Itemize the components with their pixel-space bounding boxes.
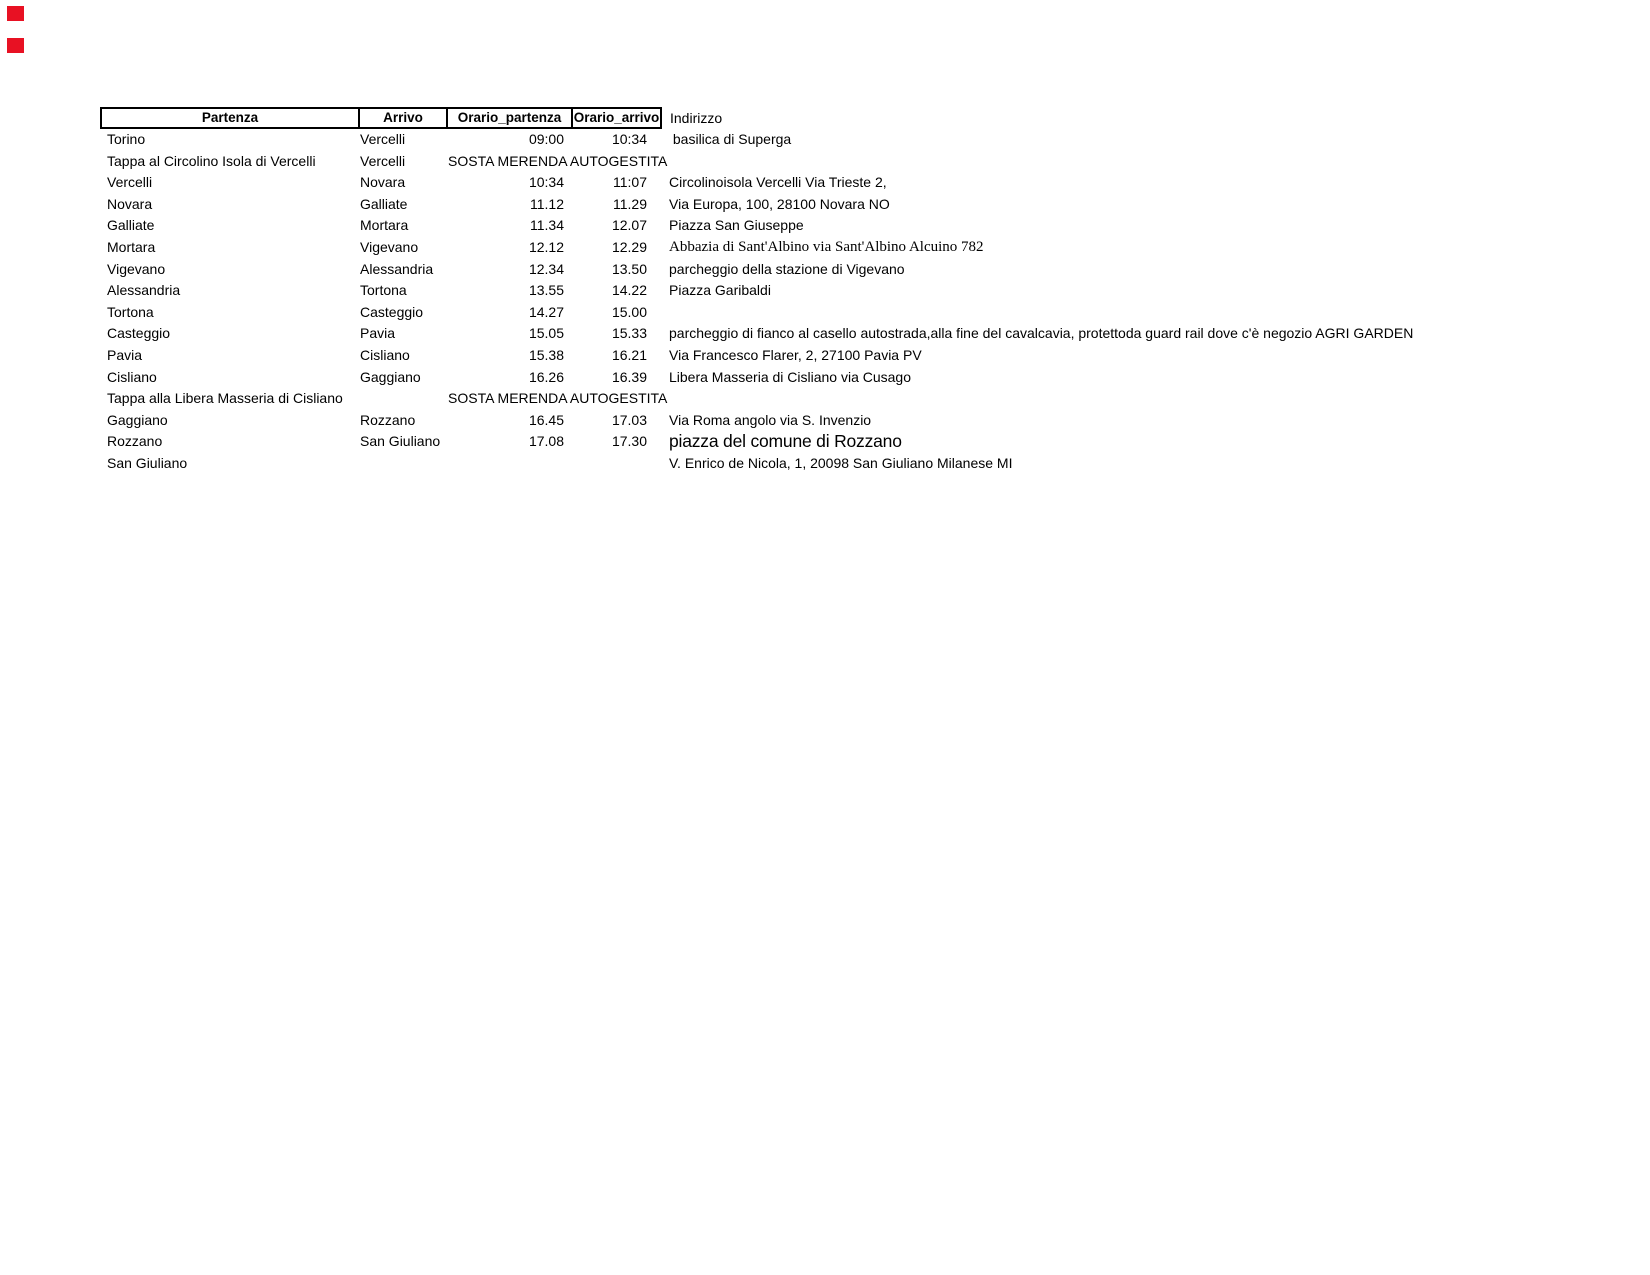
cell-orario-arrivo: 11:07 (613, 174, 647, 191)
cell-arrivo: Tortona (360, 282, 407, 299)
cell-arrivo: Vigevano (360, 238, 419, 255)
table-row (100, 431, 1600, 453)
cell-orario-arrivo: 13.50 (611, 260, 647, 277)
cell-orario-partenza: 15.05 (528, 325, 564, 342)
cell-indirizzo: Libera Masseria di Cisliano via Cusago (669, 368, 912, 385)
cell-arrivo: Rozzano (360, 411, 416, 428)
cell-sosta-note: SOSTA MERENDA AUTOGESTITA (448, 152, 668, 169)
cell-indirizzo: basilica di Superga (669, 131, 792, 147)
cell-partenza: San Giuliano (107, 454, 188, 471)
cell-orario-arrivo: 17.03 (611, 411, 647, 428)
cell-indirizzo: parcheggio di fianco al casello autostrada,alla fine del cavalcavia, protettoda guard rail dove c'è negozio AGRI GARDEN (669, 325, 1414, 342)
cell-orario-partenza: 12.34 (528, 260, 564, 277)
cell-orario-partenza: 11.12 (530, 195, 564, 212)
cell-indirizzo: piazza del comune di Rozzano (669, 431, 902, 452)
table-row (100, 259, 1600, 281)
cell-partenza: Alessandria (107, 282, 181, 299)
cell-arrivo: Cisliano (360, 346, 410, 363)
cell-indirizzo (662, 388, 669, 410)
cell-indirizzo: Piazza Garibaldi (669, 282, 771, 299)
red-square-marker-icon (7, 38, 24, 53)
cell-orario-arrivo: 11.29 (613, 195, 647, 212)
cell-indirizzo: Piazza San Giuseppe (669, 217, 804, 234)
table-row (100, 323, 1600, 345)
cell-orario-partenza (448, 453, 573, 475)
cell-orario-arrivo: 12.07 (611, 217, 647, 234)
cell-orario-partenza: 15.38 (528, 346, 564, 363)
cell-partenza: Rozzano (107, 433, 163, 450)
cell-arrivo: Alessandria (360, 260, 434, 277)
cell-indirizzo (662, 151, 669, 173)
cell-arrivo (360, 388, 448, 410)
cell-orario-arrivo (573, 453, 662, 475)
cell-orario-partenza: 11.34 (530, 217, 564, 234)
cell-partenza: Torino (107, 131, 146, 147)
cell-partenza: Casteggio (107, 325, 171, 342)
cell-partenza: Vercelli (107, 174, 153, 191)
cell-orario-partenza: 09:00 (528, 131, 564, 147)
cell-orario-partenza: 16.45 (528, 411, 564, 428)
cell-arrivo: Vercelli (360, 131, 406, 147)
cell-partenza: Pavia (107, 346, 143, 363)
table-row (100, 194, 1600, 216)
cell-partenza: Tappa al Circolino Isola di Vercelli (107, 152, 316, 169)
cell-partenza: Novara (107, 195, 153, 212)
cell-orario-arrivo: 15.33 (611, 325, 647, 342)
cell-orario-partenza: 13.55 (528, 282, 564, 299)
cell-indirizzo: V. Enrico de Nicola, 1, 20098 San Giuliano Milanese MI (669, 454, 1013, 471)
table-row (100, 388, 1600, 410)
cell-indirizzo: Via Europa, 100, 28100 Novara NO (669, 195, 890, 212)
cell-arrivo: Vercelli (360, 152, 406, 169)
cell-indirizzo: Circolinoisola Vercelli Via Trieste 2, (669, 174, 887, 191)
cell-orario-partenza: 16.26 (528, 368, 564, 385)
cell-partenza: Vigevano (107, 260, 166, 277)
table-row (100, 302, 1600, 324)
cell-orario-arrivo: 16.39 (611, 368, 647, 385)
cell-arrivo: Novara (360, 174, 406, 191)
cell-arrivo: San Giuliano (360, 433, 441, 450)
cell-partenza: Tortona (107, 303, 154, 320)
cell-orario-partenza: 12.12 (528, 238, 564, 255)
cell-indirizzo: parcheggio della stazione di Vigevano (669, 260, 905, 277)
cell-partenza: Gaggiano (107, 411, 168, 428)
table-body (100, 129, 1600, 475)
itinerary-table (100, 107, 1600, 475)
cell-arrivo: Mortara (360, 217, 409, 234)
cell-partenza: Mortara (107, 238, 156, 255)
table-header-row (100, 107, 1600, 129)
cell-orario-partenza: 17.08 (528, 433, 564, 450)
cell-sosta-note: SOSTA MERENDA AUTOGESTITA (448, 390, 668, 407)
cell-orario-arrivo: 12.29 (611, 238, 647, 255)
header-indirizzo: Indirizzo (670, 110, 723, 126)
cell-indirizzo: Via Roma angolo via S. Invenzio (669, 411, 872, 428)
table-row (100, 280, 1600, 302)
table-row (100, 151, 1600, 173)
table-row (100, 345, 1600, 367)
table-row (100, 367, 1600, 389)
table-row (100, 172, 1600, 194)
table-row (100, 410, 1600, 432)
cell-orario-arrivo: 17.30 (611, 433, 647, 450)
header-partenza: Partenza (100, 107, 360, 129)
table-row (100, 237, 1600, 259)
cell-orario-arrivo: 10:34 (611, 131, 647, 147)
table-row (100, 215, 1600, 237)
cell-orario-arrivo: 15.00 (611, 303, 647, 320)
cell-partenza: Cisliano (107, 368, 157, 385)
cell-indirizzo: Via Francesco Flarer, 2, 27100 Pavia PV (669, 346, 922, 363)
header-arrivo: Arrivo (360, 107, 448, 129)
cell-arrivo: Gaggiano (360, 368, 421, 385)
cell-partenza: Galliate (107, 217, 155, 234)
cell-arrivo: Casteggio (360, 303, 424, 320)
table-row (100, 129, 1600, 151)
cell-indirizzo (662, 302, 669, 324)
cell-arrivo: Pavia (360, 325, 396, 342)
cell-orario-arrivo: 14.22 (611, 282, 647, 299)
table-row (100, 453, 1600, 475)
cell-arrivo (360, 453, 448, 475)
header-orario-arrivo: Orario_arrivo (573, 107, 662, 129)
cell-partenza: Tappa alla Libera Masseria di Cisliano (107, 390, 343, 407)
cell-orario-arrivo: 16.21 (611, 346, 647, 363)
red-square-marker-icon (7, 6, 24, 21)
cell-arrivo: Galliate (360, 195, 408, 212)
cell-indirizzo: Abbazia di Sant'Albino via Sant'Albino Alcuino 782 (669, 238, 984, 255)
header-orario-partenza: Orario_partenza (448, 107, 573, 129)
cell-orario-partenza: 14.27 (528, 303, 564, 320)
cell-orario-partenza: 10:34 (528, 174, 564, 191)
